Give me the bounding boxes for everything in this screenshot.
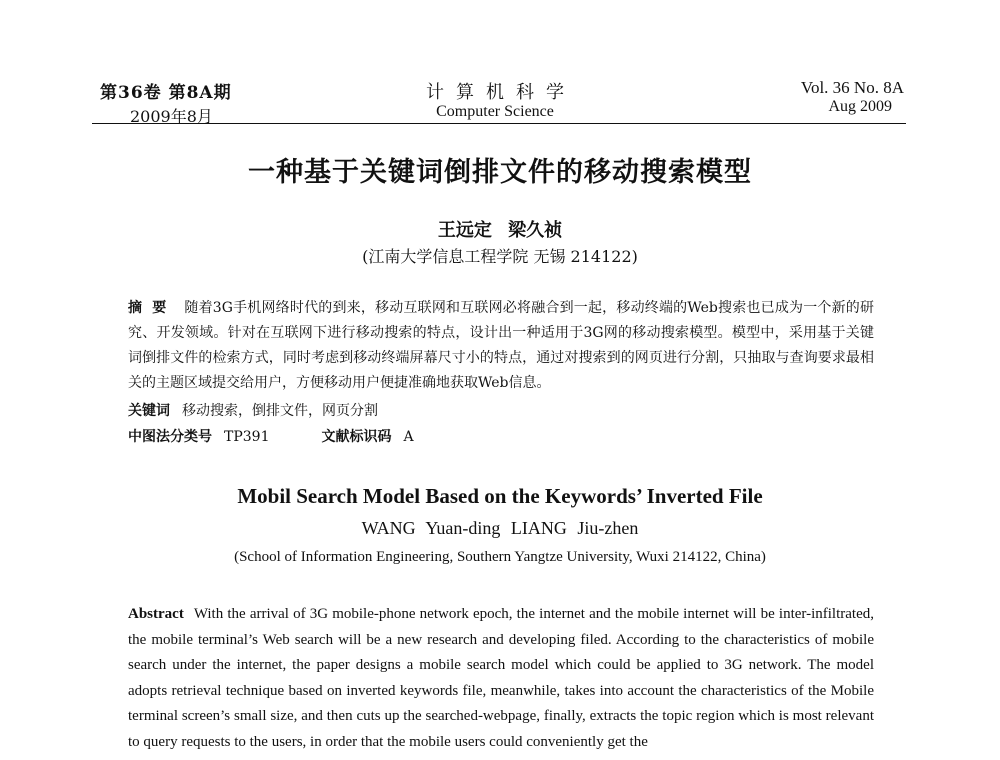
- abstract-label-cn: 摘要: [128, 300, 177, 316]
- running-header-left: [100, 78, 340, 127]
- keywords-text-cn: 移动搜索，倒排文件，网页分割: [182, 403, 378, 419]
- doc-code-value: A: [403, 429, 414, 445]
- classification-line: [128, 426, 874, 446]
- authors-cn: 王远定 梁久祯: [437, 220, 563, 241]
- affiliation-cn: (江南大学信息工程学院 无锡 214122): [362, 247, 638, 266]
- date-en: Aug 2009: [828, 98, 892, 115]
- date-cn: 2009年8月: [130, 107, 213, 126]
- doc-code-label: 文献标识码: [321, 429, 392, 445]
- journal-name-cn: 计算机科学: [426, 82, 576, 103]
- abstract-text-en: With the arrival of 3G mobile-phone network epoch, the internet and the mobile internet will be inter-infiltrated, the mobile terminal’s Web search will be a new research and developing filed. According to the characteristics of mobile search under the internet, the paper designs a mobile search model which could be applied to 3G network. The model adopts retrieval technique based on inverted keywords file, meanwhile, takes into account the characteristics of the Mobile terminal screen’s small size, and then cuts up the searched-webpage, finally, extracts the topic region which is most relevant to query requests to the users, in order that the mobile users could conveniently get the: [128, 606, 874, 750]
- abstract-en: [128, 602, 874, 755]
- volume-issue-cn: 第36卷 第8A期: [100, 83, 232, 103]
- affiliation-en: (School of Information Engineering, Southern Yangtze University, Wuxi 214122, China): [234, 549, 766, 565]
- paper-title-cn: 一种基于关键词倒排文件的移动搜索模型: [248, 157, 752, 188]
- journal-name-en: Computer Science: [436, 103, 554, 120]
- clc-label: 中图法分类号: [128, 429, 212, 445]
- keywords-cn: [128, 400, 874, 420]
- clc-value: TP391: [224, 429, 270, 445]
- running-header-center: [380, 78, 610, 121]
- volume-issue-en: Vol. 36 No. 8A: [800, 78, 904, 97]
- keywords-label-cn: 关键词: [128, 403, 170, 419]
- header-rule: [92, 123, 906, 124]
- abstract-text-cn: 随着3G手机网络时代的到来，移动互联网和互联网必将融合到一起，移动终端的Web搜索也已成为一个新的研究、开发领域。针对在互联网下进行移动搜索的特点，设计出一种适用于3G网的移动搜索模型。模型中，采用基于关键词倒排文件的检索方式，同时考虑到移动终端屏幕尺寸小的特点，通过对搜索到的网页进行分割，只抽取与查询要求最相关的主题区域提交给用户，方便移动用户便捷准确地获取Web信息。: [128, 300, 875, 391]
- abstract-cn: [128, 296, 874, 396]
- authors-en: WANG Yuan-ding LIANG Jiu-zhen: [361, 518, 639, 538]
- abstract-label-en: Abstract: [128, 606, 184, 622]
- running-header-right: [704, 78, 904, 116]
- paper-title-en: Mobil Search Model Based on the Keywords’ Inverted File: [237, 484, 763, 508]
